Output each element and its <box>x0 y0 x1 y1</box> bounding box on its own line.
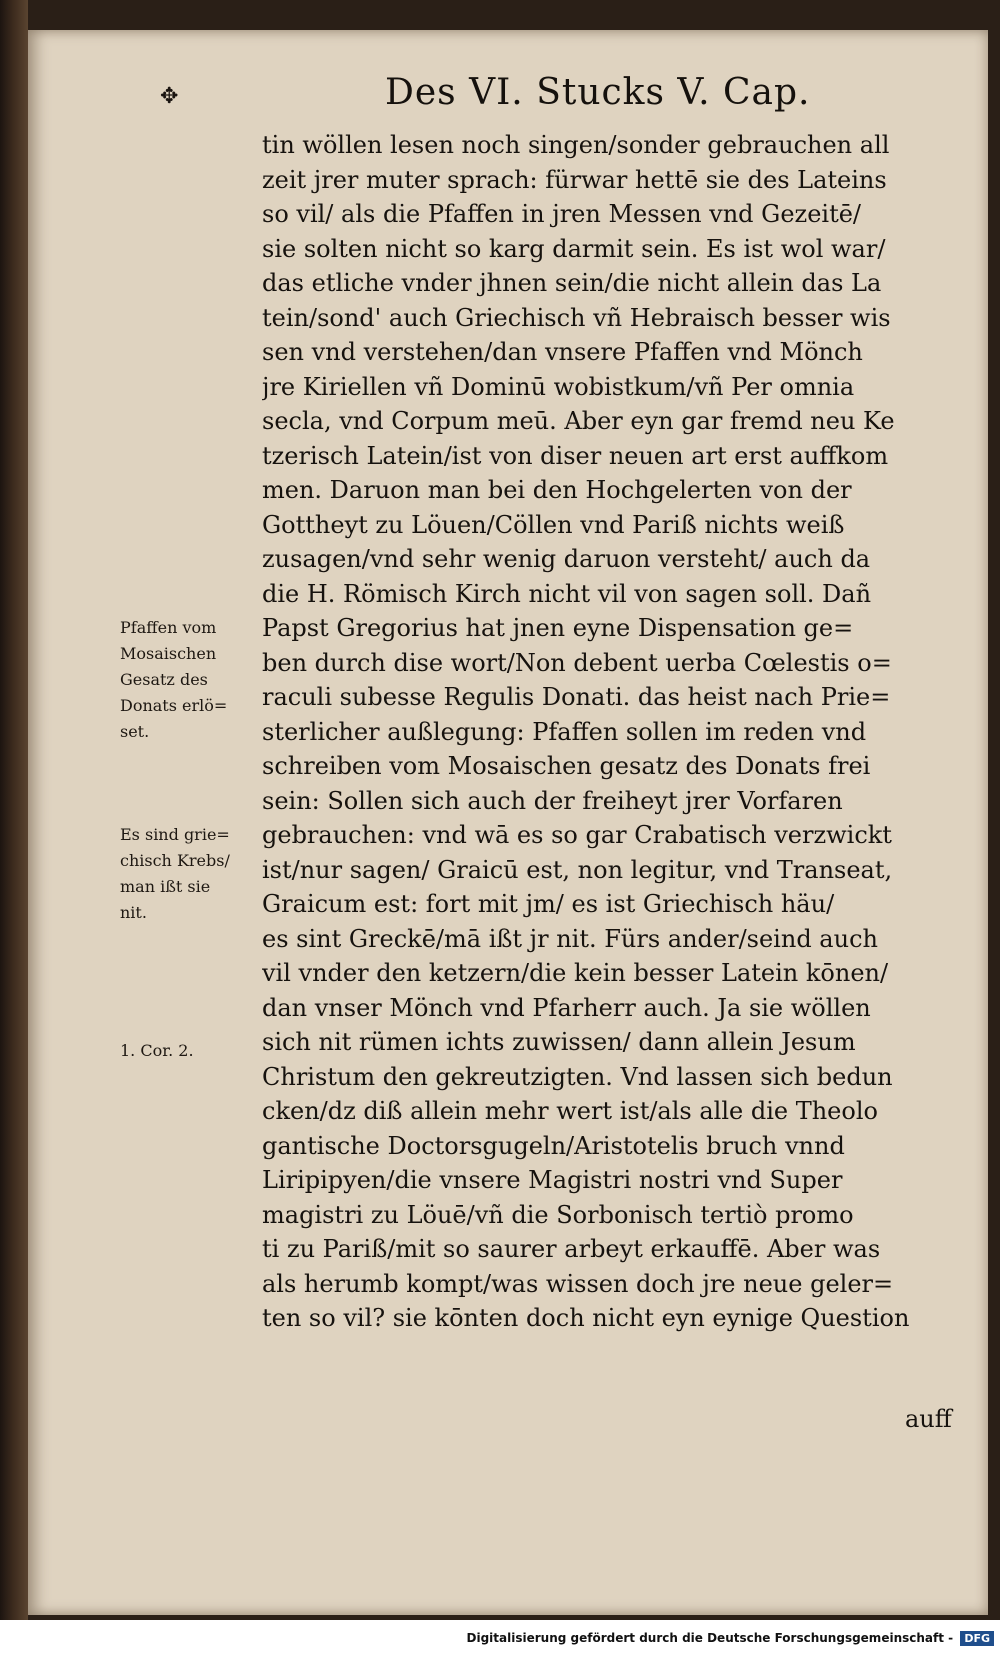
text-line: die H. Römisch Kirch nicht vil von sagen soll. Dañ <box>262 579 872 608</box>
text-line: das etliche vnder jhnen sein/die nicht allein das La <box>262 269 882 297</box>
text-line: tzerisch Latein/ist von diser neuen art erst auffkom <box>262 441 889 470</box>
margin-note-line: Gesatz des <box>120 670 208 689</box>
text-line: Liripipyen/die vnsere Magistri nostri vnd Super <box>262 1166 843 1194</box>
body-text <box>262 128 982 1336</box>
text-line: es sint Greckē/mā ißt jr nit. Fürs ander/seind auch <box>262 924 878 953</box>
text-line: secla, vnd Corpum meū. Aber eyn gar fremd neu Ke <box>262 407 895 435</box>
text-line: gebrauchen: vnd wā es so gar Crabatisch verzwickt <box>262 821 892 849</box>
text-line: sen vnd verstehen/dan vnsere Pfaffen vnd Mönch <box>262 338 863 366</box>
margin-note-reference <box>120 1038 255 1064</box>
text-line: tin wöllen lesen noch singen/sonder gebrauchen all <box>262 131 890 159</box>
text-line: ben durch dise wort/Non debent uerba Cœlestis o= <box>262 648 892 677</box>
text-line: als herumb kompt/was wissen doch jre neue geler= <box>262 1269 894 1298</box>
text-line: sterlicher außlegung: Pfaffen sollen im reden vnd <box>262 717 867 746</box>
margin-note-line: chisch Krebs/ <box>120 851 230 870</box>
text-line: ti zu Pariß/mit so saurer arbeyt erkauffē. Aber was <box>262 1235 881 1263</box>
margin-note-griechisch <box>120 822 255 926</box>
dfg-logo-badge: DFG <box>960 1631 994 1646</box>
text-line: ten so vil? sie kōnten doch nicht eyn eynige Question <box>262 1304 910 1332</box>
margin-note-line: 1. Cor. 2. <box>120 1041 194 1060</box>
text-line: jre Kiriellen vñ Dominū wobistkum/vñ Per omnia <box>262 372 855 401</box>
text-line: raculi subesse Regulis Donati. das heist nach Prie= <box>262 683 891 711</box>
margin-note-line: Pfaffen vom <box>120 618 217 637</box>
running-head: Des VI. Stucks V. Cap. <box>385 72 811 113</box>
margin-note-pfaffen <box>120 615 255 745</box>
margin-note-line: Es sind grie= <box>120 825 230 844</box>
margin-note-line: Donats erlö= <box>120 696 228 715</box>
footer-credit-text: Digitalisierung gefördert durch die Deutsche Forschungsgemeinschaft - <box>466 1631 954 1645</box>
text-line: Graicum est: fort mit jm/ es ist Griechisch häu/ <box>262 890 835 918</box>
margin-note-line: nit. <box>120 903 147 922</box>
text-line: tein/sond' auch Griechisch vñ Hebraisch besser wis <box>262 303 891 332</box>
text-line: schreiben vom Mosaischen gesatz des Donats frei <box>262 752 871 780</box>
text-line: dan vnser Mönch vnd Pfarherr auch. Ja sie wöllen <box>262 993 871 1022</box>
text-line: sich nit rümen ichts zuwissen/ dann allein Jesum <box>262 1028 856 1056</box>
text-line: ist/nur sagen/ Graicū est, non legitur, vnd Transeat, <box>262 855 893 884</box>
text-line: zusagen/vnd sehr wenig daruon versteht/ auch da <box>262 545 871 573</box>
text-line: Christum den gekreutzigten. Vnd lassen sich bedun <box>262 1062 893 1091</box>
book-spine-edge <box>0 0 28 1620</box>
margin-note-line: man ißt sie <box>120 877 211 896</box>
text-line: Gottheyt zu Löuen/Cöllen vnd Pariß nichts weiß <box>262 510 845 539</box>
footer-credit <box>467 1631 994 1646</box>
margin-note-line: Mosaischen <box>120 644 217 663</box>
text-line: so vil/ als die Pfaffen in jren Messen vnd Gezeitē/ <box>262 200 862 228</box>
text-line: Papst Gregorius hat jnen eyne Dispensation ge= <box>262 614 854 642</box>
text-line: sein: Sollen sich auch der freiheyt jrer Vorfaren <box>262 786 843 815</box>
text-line: vil vnder den ketzern/die kein besser Latein kōnen/ <box>262 959 889 987</box>
catchword: auff <box>905 1405 952 1433</box>
text-line: men. Daruon man bei den Hochgelerten von der <box>262 476 852 504</box>
text-line: cken/dz diß allein mehr wert ist/als alle die Theolo <box>262 1097 878 1125</box>
text-line: magistri zu Löuē/vñ die Sorbonisch tertiò promo <box>262 1200 854 1229</box>
text-line: sie solten nicht so karg darmit sein. Es ist wol war/ <box>262 234 886 263</box>
text-line: zeit jrer muter sprach: fürwar hettē sie des Lateins <box>262 165 887 194</box>
margin-note-line: set. <box>120 722 150 741</box>
text-line: gantische Doctorsgugeln/Aristotelis bruch vnnd <box>262 1131 845 1160</box>
ornament-icon: ✥ <box>160 84 179 109</box>
